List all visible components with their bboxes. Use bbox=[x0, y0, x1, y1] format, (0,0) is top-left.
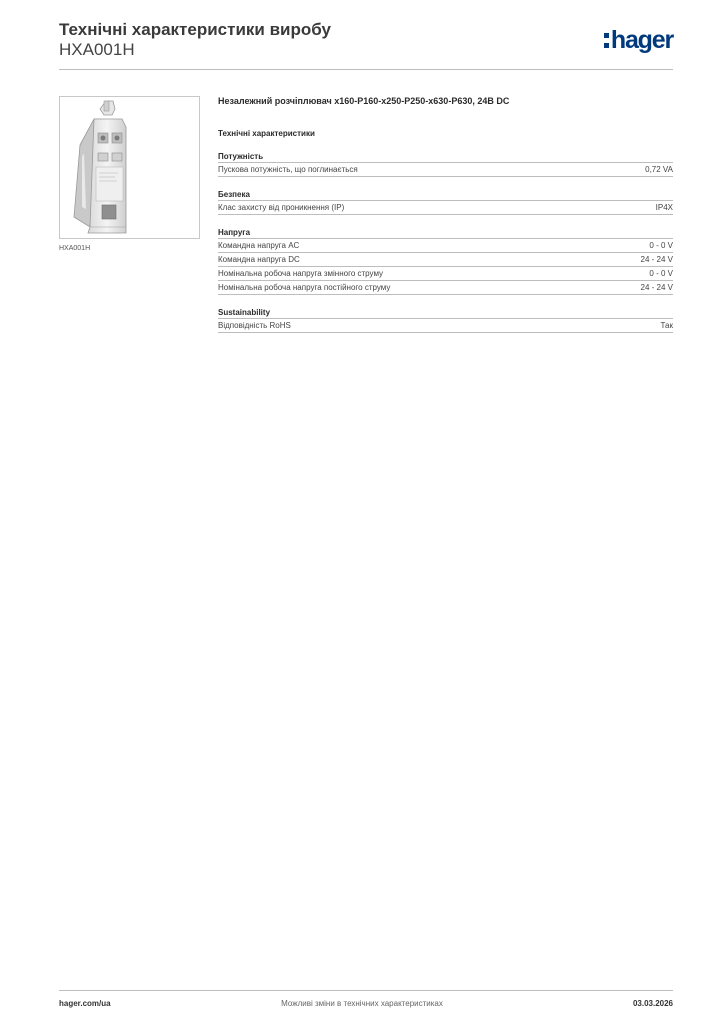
spec-row bbox=[218, 253, 673, 267]
spec-row bbox=[218, 319, 673, 333]
spec-table-power bbox=[218, 162, 673, 177]
spec-value: IP4X bbox=[655, 203, 673, 212]
circuit-breaker-accessory-icon bbox=[60, 97, 199, 238]
spec-label: Клас захисту від проникнення (IP) bbox=[218, 203, 345, 212]
spec-label: Номінальна робоча напруга постійного струму bbox=[218, 283, 391, 292]
group-title-sustainability: Sustainability bbox=[218, 308, 271, 317]
spec-value: 0 - 0 V bbox=[649, 241, 673, 250]
footer-date: 03.03.2026 bbox=[632, 999, 673, 1008]
header-divider bbox=[59, 69, 673, 70]
spec-label: Номінальна робоча напруга змінного струму bbox=[218, 269, 384, 278]
logo-dots-icon bbox=[604, 33, 609, 48]
logo-text: hager bbox=[610, 25, 673, 54]
product-image bbox=[59, 96, 200, 239]
page-header bbox=[59, 20, 673, 70]
spec-label: Командна напруга AC bbox=[218, 241, 300, 250]
spec-table-safety bbox=[218, 200, 673, 215]
hager-logo bbox=[604, 26, 673, 54]
footer-note: Можливі зміни в технічних характеристиках bbox=[281, 999, 443, 1008]
spec-row bbox=[218, 267, 673, 281]
spec-value: 24 - 24 V bbox=[640, 255, 673, 264]
spec-value: 0,72 VA bbox=[645, 165, 673, 174]
spec-value: 0 - 0 V bbox=[649, 269, 673, 278]
specs-heading: Технічні характеристики bbox=[218, 129, 315, 138]
spec-value: 24 - 24 V bbox=[640, 283, 673, 292]
image-caption: HXA001H bbox=[59, 245, 91, 252]
spec-label: Пускова потужність, що поглинається bbox=[218, 165, 358, 174]
spec-table-voltage bbox=[218, 238, 673, 295]
footer-divider bbox=[59, 990, 673, 991]
spec-label: Відповідність RoHS bbox=[218, 321, 291, 330]
spec-label: Командна напруга DC bbox=[218, 255, 300, 264]
group-title-power: Потужність bbox=[218, 152, 264, 161]
spec-row bbox=[218, 239, 673, 253]
product-code: HXA001H bbox=[59, 40, 135, 59]
spec-content bbox=[218, 96, 673, 333]
footer-website-link[interactable]: hager.com/ua bbox=[59, 999, 111, 1008]
spec-row bbox=[218, 201, 673, 215]
spec-value: Так bbox=[660, 321, 673, 330]
page-title: Технічні характеристики виробу bbox=[59, 20, 331, 39]
group-title-safety: Безпека bbox=[218, 190, 250, 199]
spec-row bbox=[218, 281, 673, 295]
product-description: Незалежний розчіплювач x160-P160-x250-P250-x630-P630, 24B DC bbox=[218, 96, 510, 106]
group-title-voltage: Напруга bbox=[218, 228, 251, 237]
spec-row bbox=[218, 163, 673, 177]
spec-table-sustainability bbox=[218, 318, 673, 333]
